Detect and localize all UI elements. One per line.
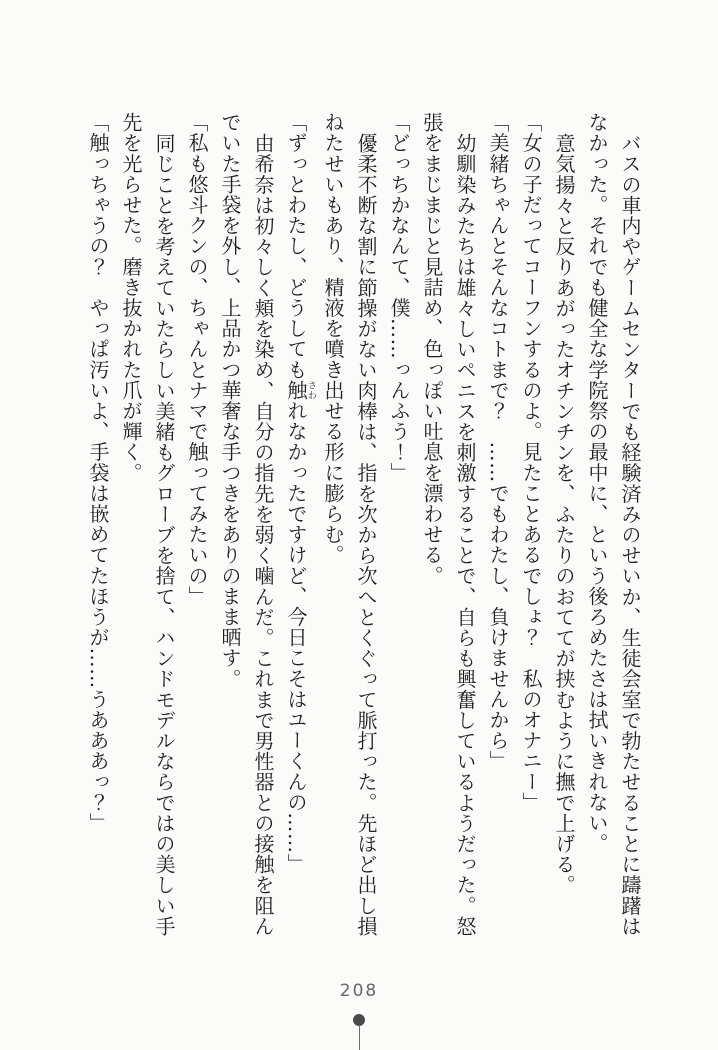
text-line: 「美緒ちゃんとそんなコトまで？ ……でもわたし、負けませんから」 bbox=[486, 112, 510, 772]
text-line: ねたせいもあり、精液を噴き出せる形に膨らむ。 bbox=[321, 112, 345, 566]
page-number: 208 bbox=[339, 981, 379, 1001]
text-line: 「どっちかなんて、僕……っんふう！」 bbox=[387, 112, 411, 483]
text-line: バスの車内やゲームセンターでも経験済みのせいか、生徒会室で勃たせることに躊躇は bbox=[618, 133, 642, 937]
text-line: なかった。それでも健全な学院祭の最中に、という後ろめたさは拭いきれない。 bbox=[585, 112, 609, 854]
ruby-annotation: 触さわ bbox=[284, 379, 316, 401]
text-line: 意気揚々と反りあがったオチンチンを、ふたりのおててが挟むように撫で上げる。 bbox=[552, 133, 576, 896]
text-line: 「ずっとわたし、どうしても触さわれなかったですけど、今日こそはユーくんの……」 bbox=[284, 112, 316, 875]
text-block bbox=[81, 112, 646, 942]
text-line: でいた手袋を外し、上品かつ華奢な手つきをありのまま晒す。 bbox=[218, 112, 242, 689]
text-line: 幼馴染みたちは雄々しいペニスを刺激することで、自らも興奮しているようだった。怒 bbox=[453, 133, 477, 937]
text-line: 先を光らせた。磨き抜かれた爪が輝く。 bbox=[119, 112, 143, 483]
center-line-mark bbox=[359, 1025, 360, 1050]
text-line: 張をまじまじと見詰め、色っぽい吐息を漂わせる。 bbox=[420, 112, 444, 586]
text-line: 「女の子だってコーフンするのよ。見たことあるでしょ？ 私のオナニー」 bbox=[519, 112, 543, 813]
text-line: 「触っちゃうの？ やっぱ汚いよ、手袋は嵌めてたほうが……うあああっ？」 bbox=[86, 112, 110, 833]
text-line: 「私も悠斗クンの、ちゃんとナマで触ってみたいの」 bbox=[185, 112, 209, 607]
text-line: 同じことを考えていたらしい美緒もグローブを捨て、ハンドモデルならではの美しい手 bbox=[152, 133, 176, 937]
text-line: 優柔不断な割に節操がない肉棒は、指を次から次へとくぐって脈打った。先ほど出し損 bbox=[354, 133, 378, 937]
text-line: 由希奈は初々しく頬を染め、自分の指先を弱く噛んだ。これまで男性器との接触を阻ん bbox=[251, 133, 275, 937]
